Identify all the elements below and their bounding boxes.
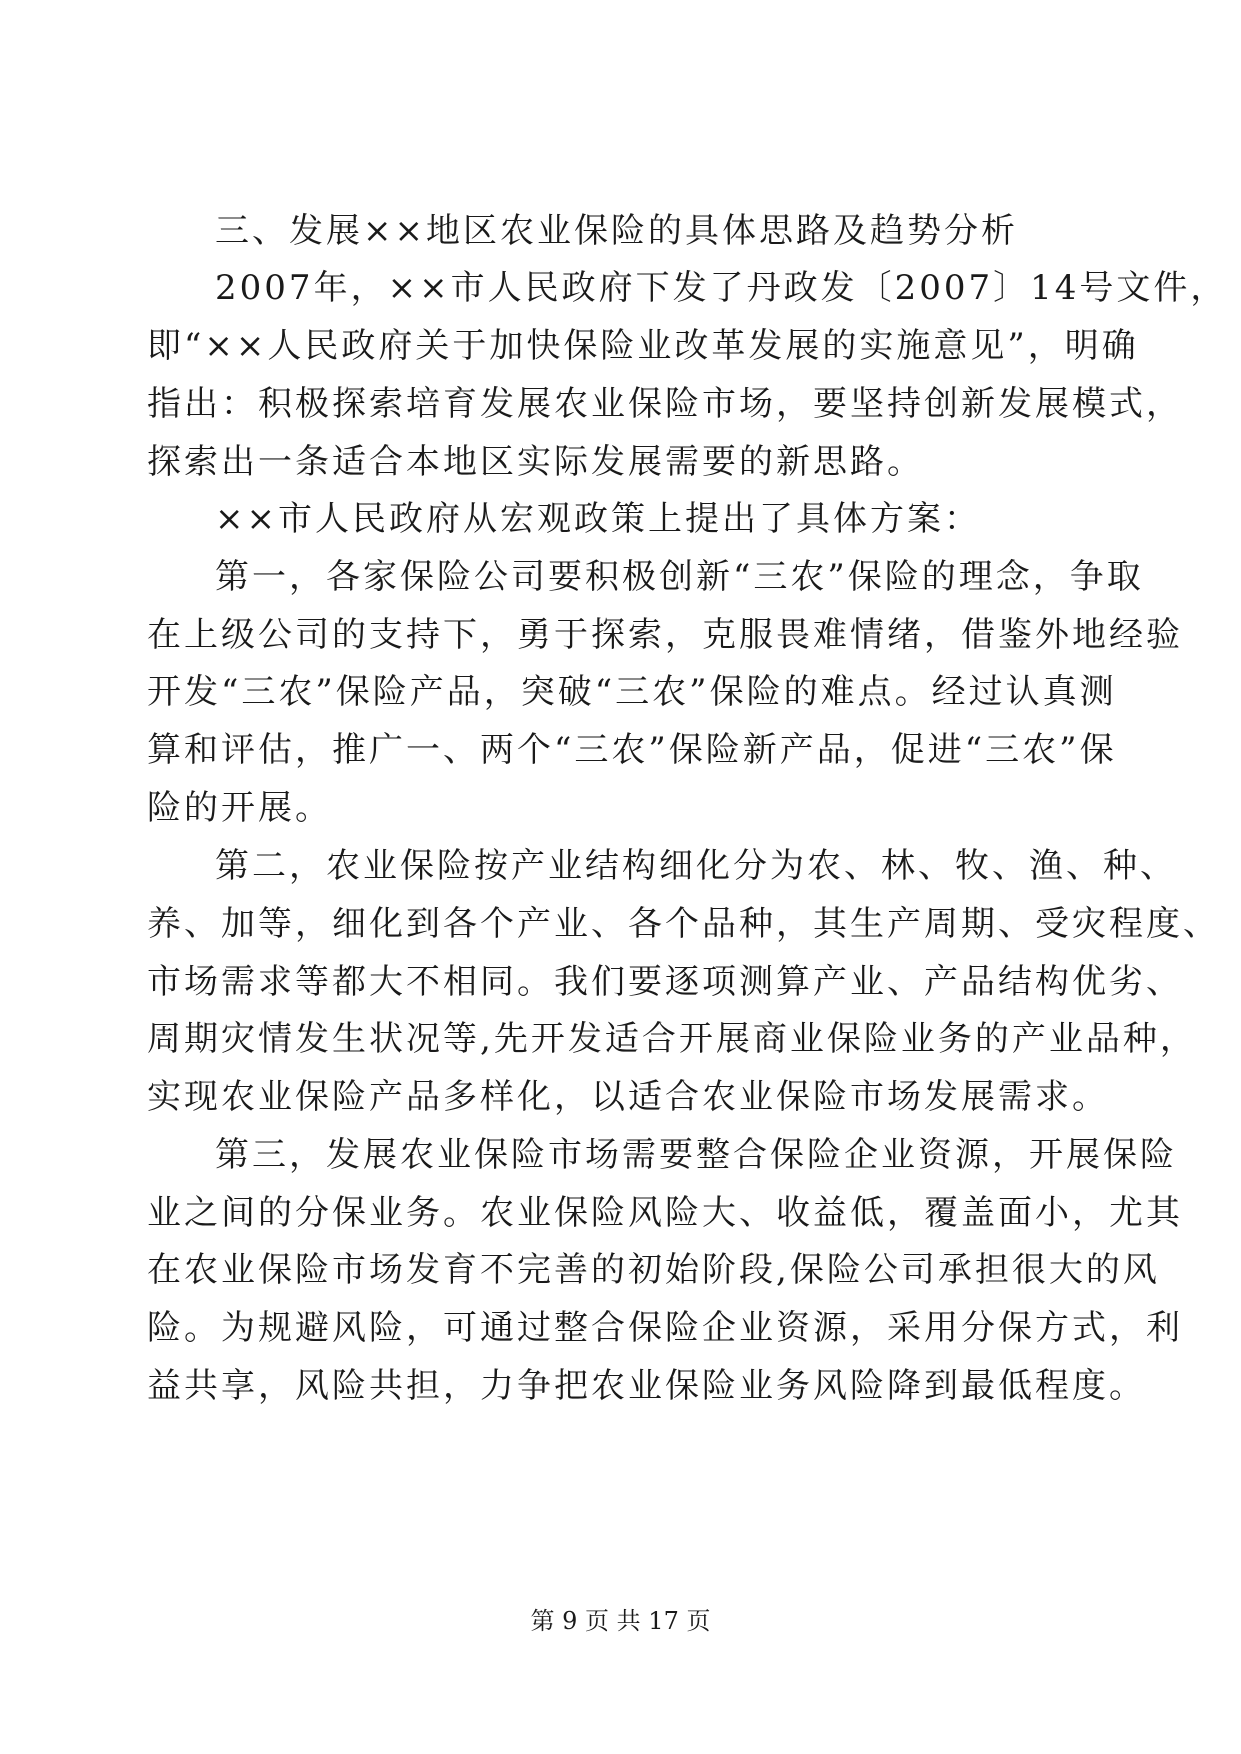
- paragraph-3-line-3: 开 发 “ 三 农 ” 保 险 产 品 ， 突 破 “ 三 农 ” 保 险 的 难 点 。 经 过 认 真 测: [147, 672, 1117, 712]
- paragraph-1-line-2: 即 “ × × 人 民 政 府 关 于 加 快 保 险 业 改 革 发 展 的 实 施 意 见 ” ， 明 确: [147, 326, 1139, 366]
- paragraph-3-line-2: 在 上 级 公 司 的 支 持 下 ， 勇 于 探 索 ， 克 服 畏 难 情 绪 ， 借 鉴 外 地 经 验: [147, 615, 1183, 655]
- paragraph-3-line-5: 险的开展。: [147, 788, 332, 828]
- section-heading: 三、发展××地区农业保险的具体思路及趋势分析: [215, 211, 1018, 251]
- paragraph-5-line-3: 在 农 业 保 险 市 场 发 育 不 完 善 的 初 始 阶 段 , 保 险 公 司 承 担 很 大 的 风: [147, 1250, 1160, 1290]
- page-number-footer: 第 9 页 共 17 页: [530, 1607, 711, 1635]
- paragraph-5-line-1: 第 三 ， 发 展 农 业 保 险 市 场 需 要 整 合 保 险 企 业 资 源 ， 开 展 保 险: [215, 1135, 1177, 1175]
- paragraph-5-line-4: 险 。 为 规 避 风 险 ， 可 通 过 整 合 保 险 企 业 资 源 ， 采 用 分 保 方 式 ， 利: [147, 1308, 1183, 1348]
- paragraph-4-line-1: 第 二 ， 农 业 保 险 按 产 业 结 构 细 化 分 为 农 、 林 、 牧 、 渔 、 种 、: [215, 846, 1177, 886]
- paragraph-3-line-4: 算 和 评 估 ， 推 广 一 、 两 个 “ 三 农 ” 保 险 新 产 品 ， 促 进 “ 三 农 ” 保: [147, 730, 1117, 770]
- paragraph-1-line-4: 探索出一条适合本地区实际发展需要的新思路。: [147, 442, 924, 482]
- paragraph-4-line-2: 养 、 加 等 ， 细 化 到 各 个 产 业 、 各 个 品 种 ， 其 生 产 周 期 、 受 灾 程 度 、: [147, 904, 1220, 944]
- paragraph-5-line-5: 益共享，风险共担，力争把农业保险业务风险降到最低程度。: [147, 1366, 1146, 1406]
- paragraph-5-line-2: 业 之 间 的 分 保 业 务 。 农 业 保 险 风 险 大 、 收 益 低 ， 覆 盖 面 小 ， 尤 其: [147, 1193, 1183, 1233]
- paragraph-1-line-1: 2 0 0 7 年 ， × × 市 人 民 政 府 下 发 了 丹 政 发 〔 2 0 0 7 〕 1 4 号 文 件 ，: [215, 268, 1228, 308]
- paragraph-4-line-4: 周 期 灾 情 发 生 状 况 等 , 先 开 发 适 合 开 展 商 业 保 险 业 务 的 产 业 品 种 ，: [147, 1019, 1197, 1059]
- paragraph-1-line-3: 指 出 ： 积 极 探 索 培 育 发 展 农 业 保 险 市 场 ， 要 坚 持 创 新 发 展 模 式 ，: [147, 384, 1183, 424]
- paragraph-4-line-5: 实现农业保险产品多样化，以适合农业保险市场发展需求。: [147, 1077, 1109, 1117]
- paragraph-3-line-1: 第 一 ， 各 家 保 险 公 司 要 积 极 创 新 “ 三 农 ” 保 险 的 理 念 ， 争 取: [215, 557, 1144, 597]
- paragraph-2-line-1: ××市人民政府从宏观政策上提出了具体方案：: [215, 499, 981, 539]
- paragraph-4-line-3: 市 场 需 求 等 都 大 不 相 同 。 我 们 要 逐 项 测 算 产 业 、 产 品 结 构 优 劣 、: [147, 962, 1183, 1002]
